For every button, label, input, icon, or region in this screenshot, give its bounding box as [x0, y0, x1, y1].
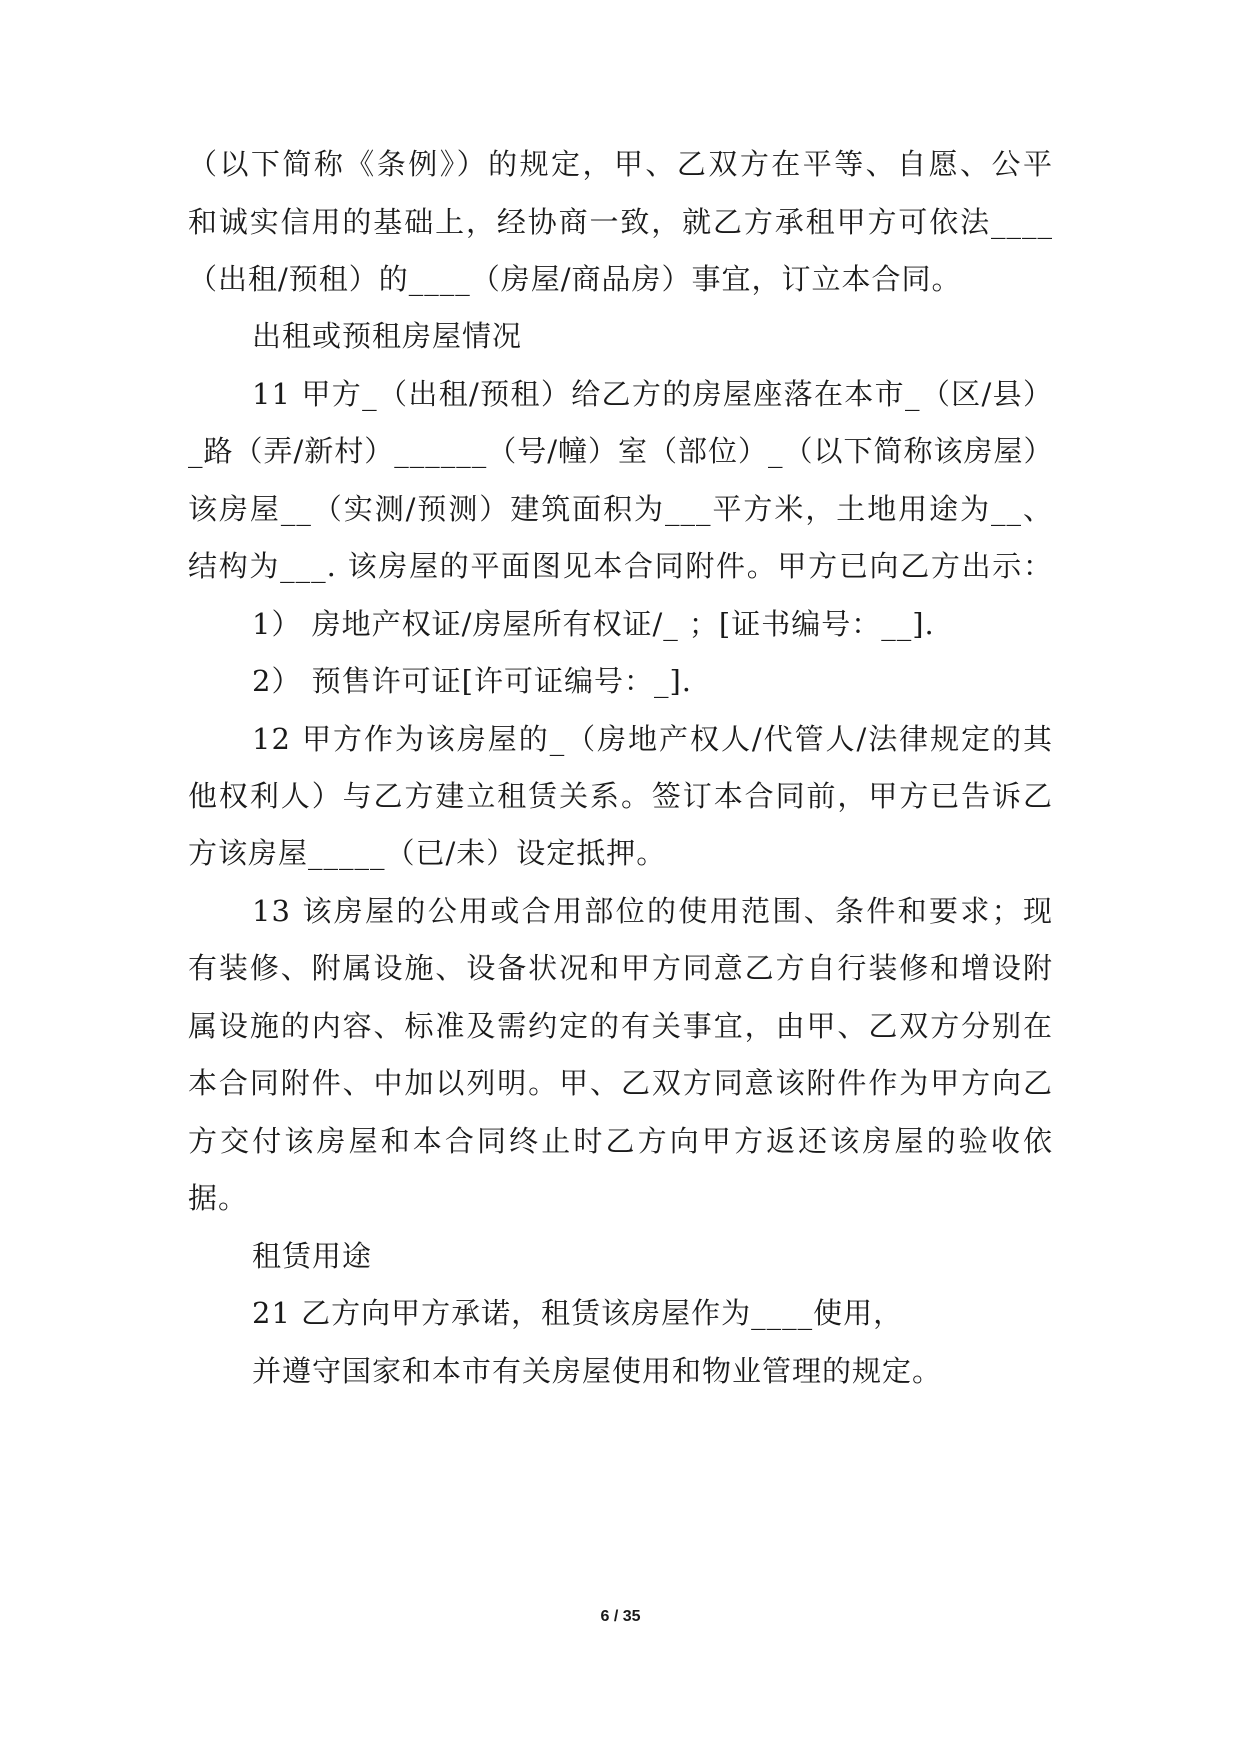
text-line: 据。 [188, 1181, 249, 1215]
text-line: 11 甲方_（出租/预租）给乙方的房屋座落在本市_（区/县） [252, 377, 1053, 411]
text-line: 并遵守国家和本市有关房屋使用和物业管理的规定。 [252, 1354, 943, 1388]
text-line: 13 该房屋的公用或合用部位的使用范围、条件和要求；现 [252, 894, 1053, 928]
text-line: 结构为___. 该房屋的平面图见本合同附件。甲方已向乙方出示： [188, 549, 1053, 583]
text-line: 21 乙方向甲方承诺，租赁该房屋作为____使用， [252, 1296, 904, 1330]
section-heading: 租赁用途 [252, 1239, 373, 1273]
page-number: 6 / 35 [600, 1608, 641, 1625]
text-line: （出租/预租）的____（房屋/商品房）事宜，订立本合同。 [188, 262, 962, 296]
text-line: 他权利人）与乙方建立租赁关系。签订本合同前，甲方已告诉乙 [188, 779, 1053, 813]
text-line: 该房屋__（实测/预测）建筑面积为___平方米，土地用途为__、 [188, 492, 1053, 526]
text-line: 方该房屋_____（已/未）设定抵押。 [188, 836, 667, 870]
text-line: 方交付该房屋和本合同终止时乙方向甲方返还该房屋的验收依 [188, 1124, 1053, 1158]
section-heading: 出租或预租房屋情况 [252, 319, 523, 353]
text-line: （以下简称《条例》）的规定，甲、乙双方在平等、自愿、公平 [188, 147, 1053, 181]
text-line: 属设施的内容、标准及需约定的有关事宜，由甲、乙双方分别在 [188, 1009, 1053, 1043]
list-item: 1） 房地产权证/房屋所有权证/_ ；[证书编号：__]. [252, 607, 935, 641]
text-line: 本合同附件、中加以列明。甲、乙双方同意该附件作为甲方向乙 [188, 1066, 1053, 1100]
text-line: 有装修、附属设施、设备状况和甲方同意乙方自行装修和增设附 [188, 951, 1053, 985]
text-line: _路（弄/新村）______（号/幢）室（部位）_（以下简称该房屋） [188, 434, 1054, 468]
list-item: 2） 预售许可证[许可证编号：_]. [252, 664, 693, 698]
text-line: 和诚实信用的基础上，经协商一致，就乙方承租甲方可依法____ [188, 205, 1053, 239]
text-line: 12 甲方作为该房屋的_（房地产权人/代管人/法律规定的其 [252, 722, 1053, 756]
